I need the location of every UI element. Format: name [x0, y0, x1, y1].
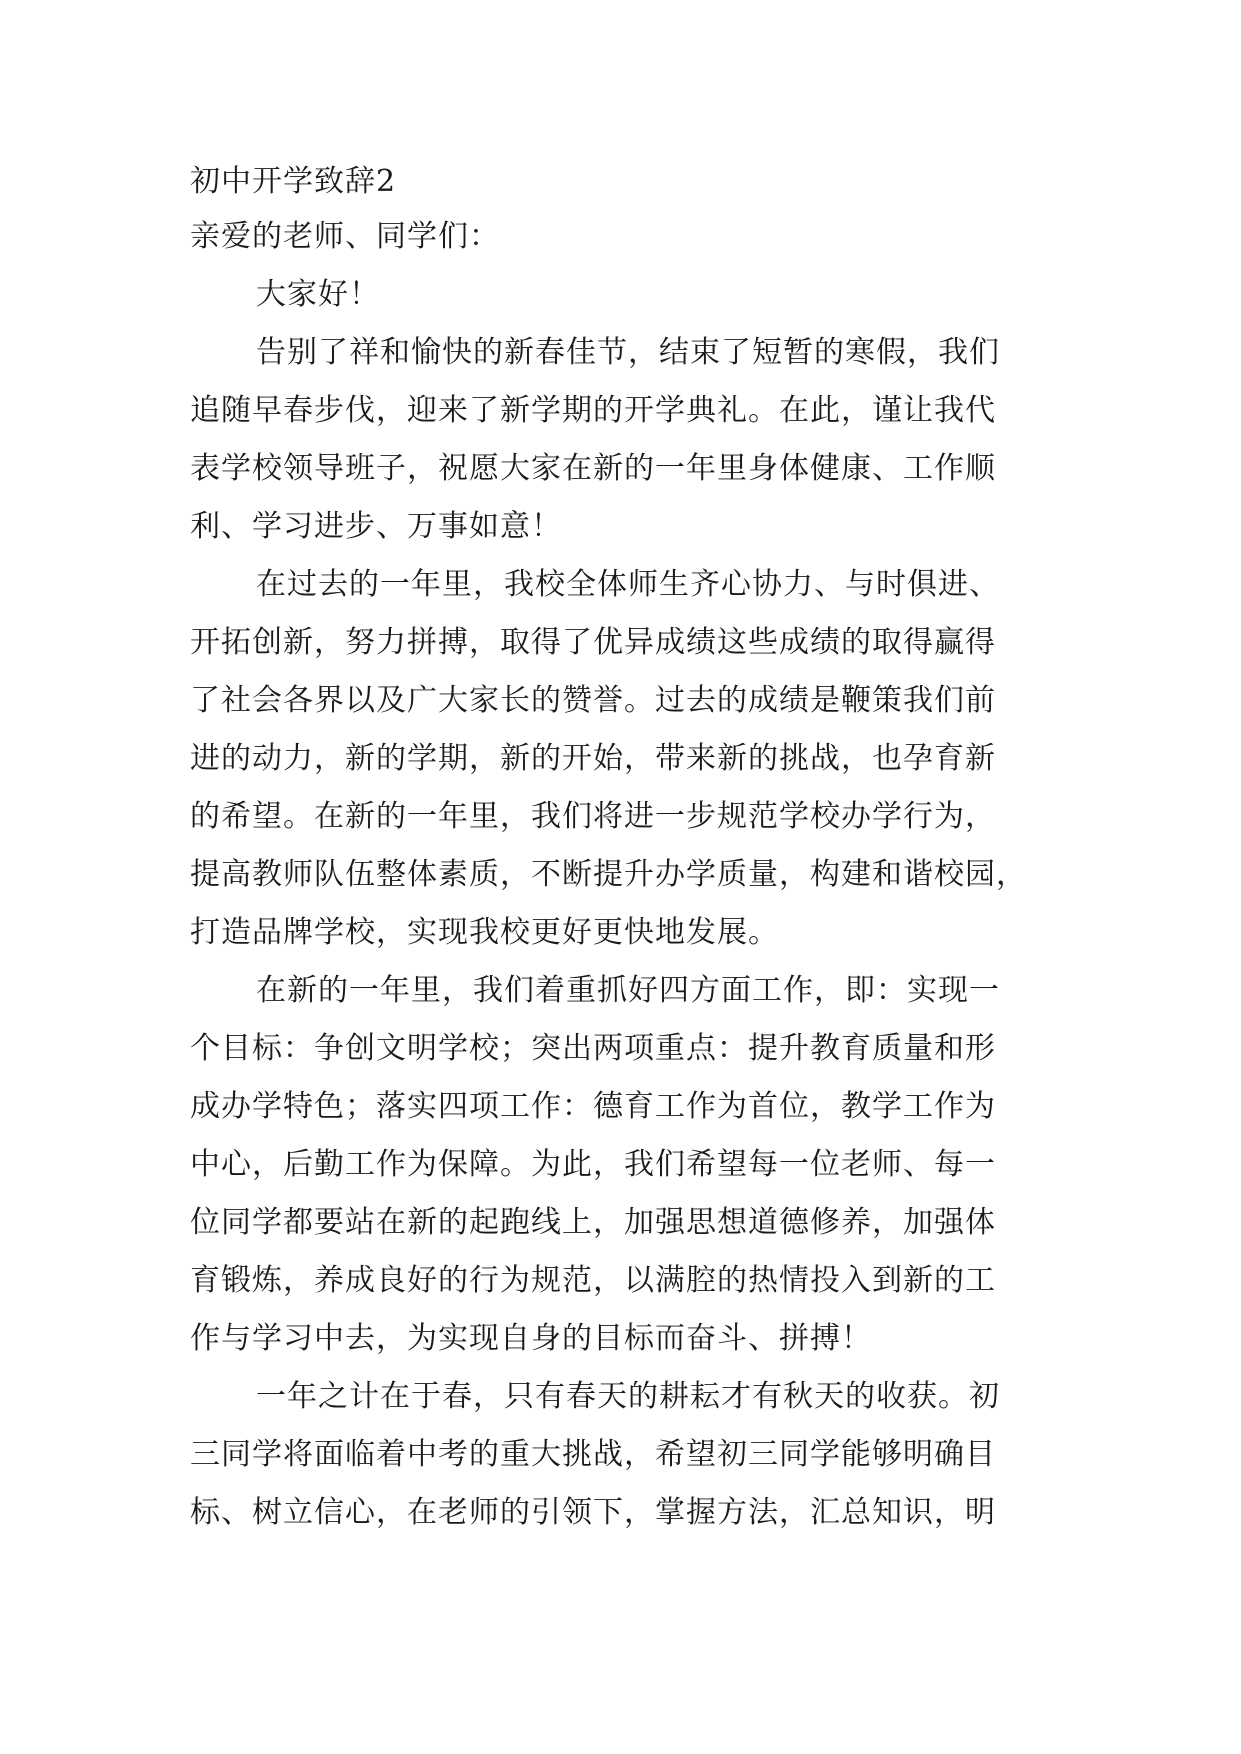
paragraph-line: 利、学习进步、万事如意！	[190, 509, 562, 544]
paragraph-line: 开拓创新，努力拼搏，取得了优异成绩这些成绩的取得赢得	[190, 625, 996, 660]
paragraph-line: 育锻炼，养成良好的行为规范，以满腔的热情投入到新的工	[190, 1263, 996, 1298]
paragraph-line: 个目标：争创文明学校；突出两项重点：提升教育质量和形	[190, 1031, 996, 1066]
paragraph-line: 标、树立信心，在老师的引领下，掌握方法，汇总知识，明	[190, 1495, 996, 1530]
paragraph-line: 中心，后勤工作为保障。为此，我们希望每一位老师、每一	[190, 1147, 996, 1182]
document-body	[190, 156, 1050, 1542]
paragraph-line: 表学校领导班子，祝愿大家在新的一年里身体健康、工作顺	[190, 451, 996, 486]
paragraph-line: 进的动力，新的学期，新的开始，带来新的挑战，也孕育新	[190, 741, 996, 776]
paragraph-line: 位同学都要站在新的起跑线上，加强思想道德修养，加强体	[190, 1205, 996, 1240]
paragraph-line: 作与学习中去，为实现自身的目标而奋斗、拼搏！	[190, 1321, 872, 1356]
salutation-line: 大家好！	[256, 277, 380, 312]
paragraph-line: 在新的一年里，我们着重抓好四方面工作，即：实现一	[256, 973, 1000, 1008]
paragraph-line: 三同学将面临着中考的重大挑战，希望初三同学能够明确目	[190, 1437, 996, 1472]
paragraph-line: 提高教师队伍整体素质，不断提升办学质量，构建和谐校园，	[190, 857, 1027, 892]
paragraph-line: 告别了祥和愉快的新春佳节，结束了短暂的寒假，我们	[256, 335, 1000, 370]
paragraph-line: 在过去的一年里，我校全体师生齐心协力、与时俱进、	[256, 567, 1000, 602]
paragraph-line: 追随早春步伐，迎来了新学期的开学典礼。在此，谨让我代	[190, 393, 996, 428]
paragraph-line: 了社会各界以及广大家长的赞誉。过去的成绩是鞭策我们前	[190, 683, 996, 718]
paragraph-line: 成办学特色；落实四项工作：德育工作为首位，教学工作为	[190, 1089, 996, 1124]
paragraph-line: 的希望。在新的一年里，我们将进一步规范学校办学行为，	[190, 799, 996, 834]
paragraph-line: 一年之计在于春，只有春天的耕耘才有秋天的收获。初	[256, 1379, 1000, 1414]
paragraph-line: 打造品牌学校，实现我校更好更快地发展。	[190, 915, 779, 950]
document-title: 初中开学致辞2	[190, 164, 397, 199]
greeting-line: 亲爱的老师、同学们：	[190, 219, 500, 254]
